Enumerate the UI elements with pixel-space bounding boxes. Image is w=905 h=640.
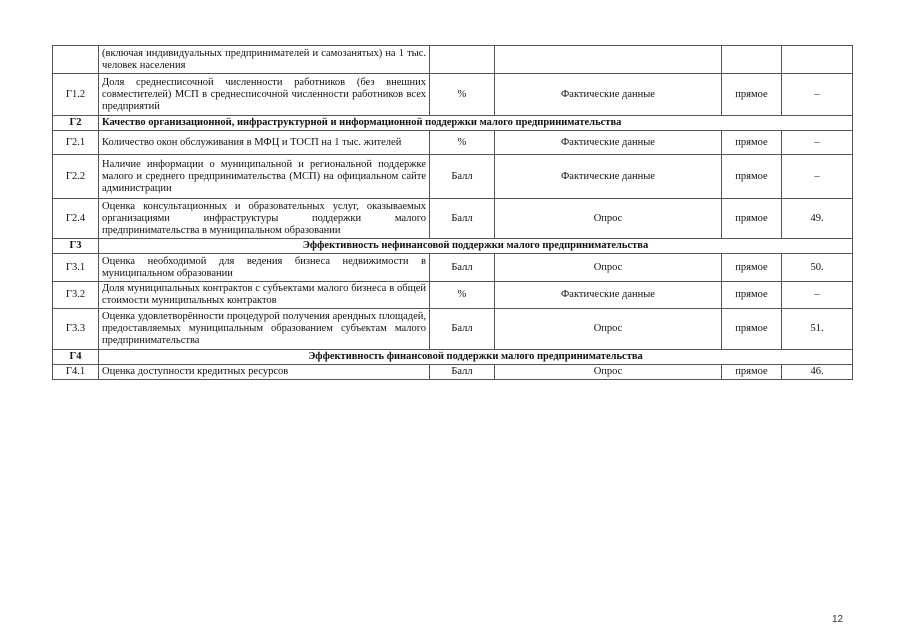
method-cell: Фактические данные (495, 74, 722, 116)
indicator-code: Г2.4 (53, 199, 99, 239)
method-cell: Опрос (495, 199, 722, 239)
note-cell: – (782, 74, 853, 116)
section-title: Эффективность нефинансовой поддержки малого предпринимательства (99, 239, 853, 254)
note-cell: – (782, 131, 853, 155)
table-row (53, 74, 853, 116)
section-code: Г3 (53, 239, 99, 254)
indicator-description: (включая индивидуальных предпринимателей и самозанятых) на 1 тыс. человек населения (99, 46, 430, 74)
direction-cell: прямое (722, 155, 782, 199)
direction-cell: прямое (722, 131, 782, 155)
note-cell (782, 46, 853, 74)
table-row (53, 282, 853, 309)
table-body (53, 46, 853, 380)
indicator-description: Оценка консультационных и образовательных услуг, оказываемых организациями инфраструктуры поддержки малого предпринимательства в муниципальном образовании (99, 199, 430, 239)
table-row (53, 46, 853, 74)
unit-cell: Балл (430, 309, 495, 350)
section-code: Г4 (53, 350, 99, 365)
unit-cell: Балл (430, 365, 495, 380)
direction-cell: прямое (722, 365, 782, 380)
page-number: 12 (832, 614, 844, 625)
method-cell: Фактические данные (495, 131, 722, 155)
note-cell: 49. (782, 199, 853, 239)
unit-cell: Балл (430, 155, 495, 199)
unit-cell: % (430, 74, 495, 116)
section-code: Г2 (53, 116, 99, 131)
direction-cell: прямое (722, 74, 782, 116)
indicator-code (53, 46, 99, 74)
section-row (53, 350, 853, 365)
direction-cell: прямое (722, 199, 782, 239)
indicator-description: Наличие информации о муниципальной и региональной поддержке малого и среднего предпринимательства (МСП) на официальном сайте администрации (99, 155, 430, 199)
unit-cell: Балл (430, 199, 495, 239)
note-cell: – (782, 282, 853, 309)
table-row (53, 254, 853, 282)
method-cell: Фактические данные (495, 282, 722, 309)
unit-cell (430, 46, 495, 74)
unit-cell: % (430, 282, 495, 309)
note-cell: – (782, 155, 853, 199)
direction-cell: прямое (722, 309, 782, 350)
indicator-code: Г3.3 (53, 309, 99, 350)
table-row (53, 309, 853, 350)
indicator-description: Доля муниципальных контрактов с субъектами малого бизнеса в общей стоимости муниципальных контрактов (99, 282, 430, 309)
direction-cell (722, 46, 782, 74)
indicators-table (52, 45, 853, 380)
indicator-code: Г2.1 (53, 131, 99, 155)
unit-cell: Балл (430, 254, 495, 282)
indicator-description: Оценка доступности кредитных ресурсов (99, 365, 430, 380)
method-cell: Фактические данные (495, 155, 722, 199)
indicator-code: Г2.2 (53, 155, 99, 199)
note-cell: 50. (782, 254, 853, 282)
table-row (53, 155, 853, 199)
indicator-description: Оценка необходимой для ведения бизнеса недвижимости в муниципальном образовании (99, 254, 430, 282)
indicator-description: Количество окон обслуживания в МФЦ и ТОСП на 1 тыс. жителей (99, 131, 430, 155)
indicator-description: Оценка удовлетворённости процедурой получения арендных площадей, предоставляемых муниципальным образованием субъектам малого предпринимательства (99, 309, 430, 350)
section-title: Качество организационной, инфраструктурной и информационной поддержки малого предпринимательства (99, 116, 853, 131)
note-cell: 46. (782, 365, 853, 380)
section-title: Эффективность финансовой поддержки малого предпринимательства (99, 350, 853, 365)
indicator-code: Г1.2 (53, 74, 99, 116)
direction-cell: прямое (722, 254, 782, 282)
table-row (53, 199, 853, 239)
method-cell (495, 46, 722, 74)
unit-cell: % (430, 131, 495, 155)
method-cell: Опрос (495, 309, 722, 350)
method-cell: Опрос (495, 365, 722, 380)
table-row (53, 131, 853, 155)
note-cell: 51. (782, 309, 853, 350)
indicator-code: Г4.1 (53, 365, 99, 380)
indicator-description: Доля среднесписочной численности работников (без внешних совместителей) МСП в среднесписочной численности работников всех предприятий (99, 74, 430, 116)
direction-cell: прямое (722, 282, 782, 309)
indicator-code: Г3.1 (53, 254, 99, 282)
table-row (53, 365, 853, 380)
indicator-code: Г3.2 (53, 282, 99, 309)
section-row (53, 116, 853, 131)
section-row (53, 239, 853, 254)
method-cell: Опрос (495, 254, 722, 282)
